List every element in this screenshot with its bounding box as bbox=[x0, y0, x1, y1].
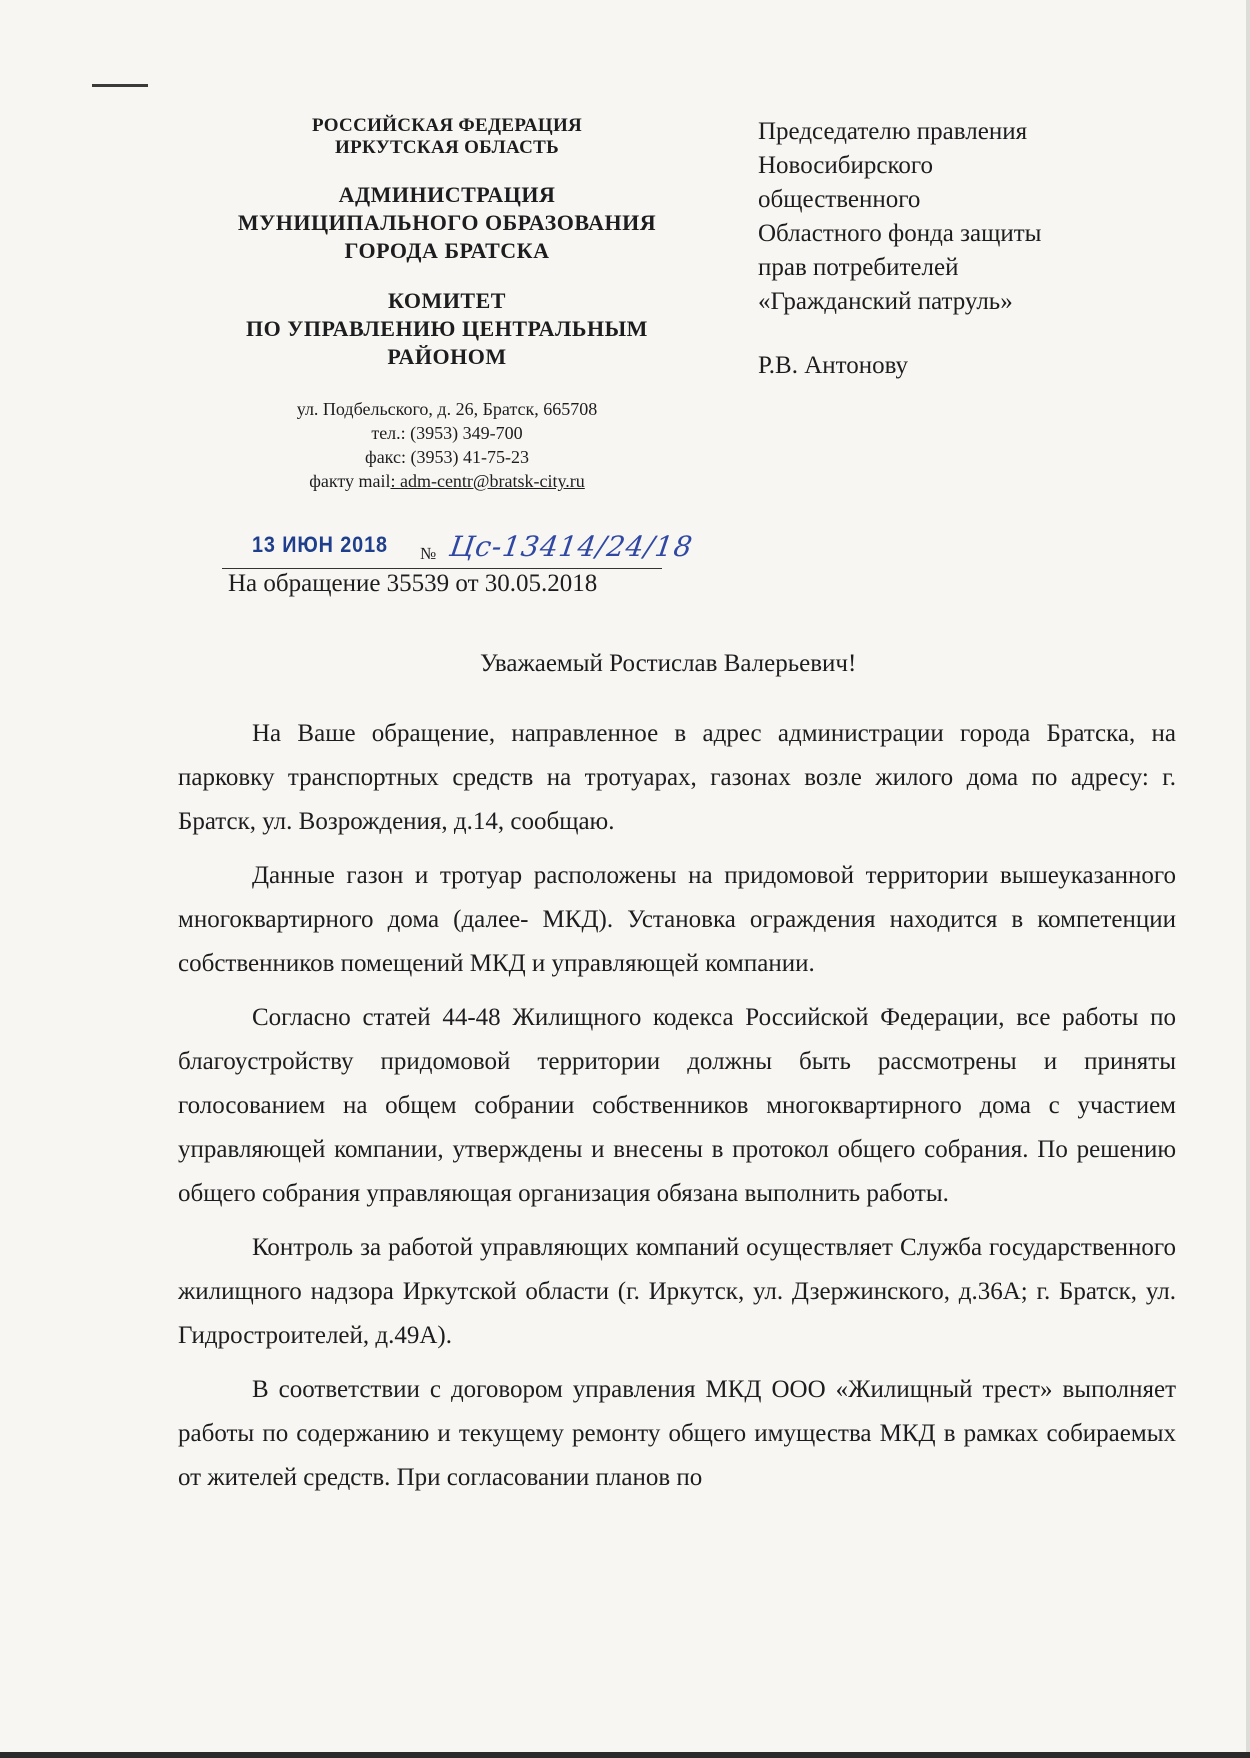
number-sign: № bbox=[420, 544, 437, 563]
fax-number: факс: (3953) 41-75-23 bbox=[365, 447, 529, 467]
admin-line: МУНИЦИПАЛЬНОГО ОБРАЗОВАНИЯ bbox=[237, 210, 657, 235]
body-paragraph: В соответствии с договором управления МКД ООО «Жилищный трест» выполняет работы по содержанию и текущему ремонту общего имущества МКД в рамках собираемых от жителей средств. При согласовании планов по bbox=[178, 1376, 1176, 1491]
admin-line: ГОРОДА БРАТСКА bbox=[344, 238, 550, 263]
postal-address: ул. Подбельского, д. 26, Братск, 665708 bbox=[296, 399, 598, 419]
email-line bbox=[192, 469, 702, 493]
addressee-line: Председателю правления bbox=[758, 118, 1028, 145]
page-edge bbox=[1246, 0, 1250, 1758]
body-paragraph: На Ваше обращение, направленное в адрес администрации города Братска, на парковку транспортных средств на тротуарах, газонах возле жилого дома по адресу: г. Братск, ул. Возрождения, д.14, сообщаю. bbox=[178, 720, 1176, 835]
registration-number: Цс-13414/24/18 bbox=[447, 530, 696, 563]
registration-line bbox=[222, 530, 696, 569]
email-address[interactable]: : adm-centr@bratsk-city.ru bbox=[390, 471, 585, 491]
body-paragraph: Контроль за работой управляющих компаний осуществляет Служба государственного жилищного надзора Иркутской области (г. Иркутск, ул. Дзержинского, д.36А; г. Братск, ул. Гидростроителей, д.49А). bbox=[178, 1234, 1176, 1349]
admin-line: АДМИНИСТРАЦИЯ bbox=[338, 182, 556, 207]
letter-body bbox=[178, 712, 1176, 1510]
addressee-line: Областного фонда защиты bbox=[758, 220, 1042, 247]
scan-mark bbox=[92, 84, 148, 87]
addressee-line: общественного bbox=[758, 186, 921, 213]
addressee-line: Новосибирского bbox=[758, 152, 933, 179]
region-title: ИРКУТСКАЯ ОБЛАСТЬ bbox=[335, 137, 559, 158]
in-reply-reference: На обращение 35539 от 30.05.2018 bbox=[228, 570, 598, 597]
body-paragraph: Данные газон и тротуар расположены на придомовой территории вышеуказанного многоквартирного дома (далее- МКД). Установка ограждения находится в компетенции собственников помещений МКД и управляющей компании. bbox=[178, 862, 1176, 977]
committee-line: ПО УПРАВЛЕНИЮ ЦЕНТРАЛЬНЫМ bbox=[246, 316, 648, 341]
addressee-block bbox=[758, 115, 1178, 383]
federation-title: РОССИЙСКАЯ ФЕДЕРАЦИЯ bbox=[311, 115, 583, 136]
email-prefix: факту mail bbox=[309, 471, 391, 491]
letterhead bbox=[192, 115, 702, 493]
contact-info bbox=[192, 397, 702, 493]
salutation: Уважаемый Ростислав Валерьевич! bbox=[480, 650, 857, 677]
date-stamp: 13 ИЮН 2018 bbox=[252, 532, 388, 557]
phone-number: тел.: (3953) 349-700 bbox=[371, 423, 523, 443]
addressee-name: Р.В. Антонову bbox=[758, 352, 909, 379]
committee-line: КОМИТЕТ bbox=[388, 288, 506, 313]
committee-block bbox=[192, 287, 702, 371]
body-paragraph: Согласно статей 44-48 Жилищного кодекса Российской Федерации, все работы по благоустройству придомовой территории должны быть рассмотрены и приняты голосованием на общем собрании собственников многоквартирного дома с участием управляющей компании, утверждены и внесены в протокол общего собрания. По решению общего собрания управляющая организация обязана выполнить работы. bbox=[178, 1004, 1176, 1207]
addressee-line: «Гражданский патруль» bbox=[758, 288, 1013, 315]
administration-block bbox=[192, 181, 702, 265]
scan-border bbox=[0, 1752, 1250, 1758]
committee-line: РАЙОНОМ bbox=[387, 344, 507, 369]
addressee-line: прав потребителей bbox=[758, 254, 959, 281]
